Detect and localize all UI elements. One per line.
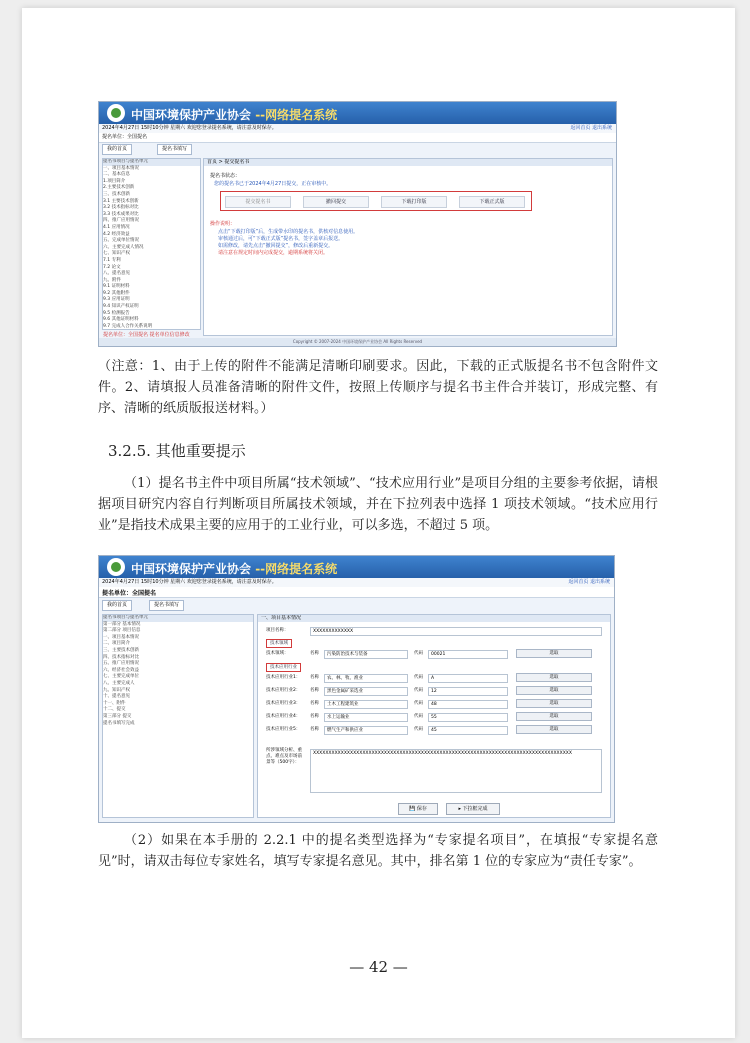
association-logo-icon (107, 558, 125, 576)
industry-name-label: 名称 (310, 675, 319, 680)
nav-tree-item[interactable]: 9.4 知识产权证明 (103, 304, 139, 310)
page-number: — 42 — (349, 958, 408, 976)
ops-line: 审核通过后，可“下载正式版”提名书，签字盖章后报送。 (218, 236, 344, 242)
nav-tree-item[interactable]: 1.项目简介 (103, 178, 126, 184)
industry-select-button[interactable]: 选取 (516, 712, 592, 721)
industry-select-button[interactable]: 选取 (516, 673, 592, 682)
nav-tree-item[interactable]: 九、附件 (103, 277, 121, 283)
tech-field-label: 技术领域： (266, 651, 289, 656)
industry-code-input[interactable]: 48 (428, 700, 508, 709)
tip1-paragraph: （1）提名书主件中项目所属“技术领域”、“技术应用行业”是项目分组的主要参考依据，请根据项目研究内容自行判断项目所属技术领域，并在下拉列表中选择 1 项技术领域。“技术应用行业”是指技术成果主要的应用于的工业行业，可以多选，不超过 5 项。 (98, 476, 658, 533)
project-name-row (266, 626, 602, 635)
nav-tree-item[interactable]: 六、经济社会效益 (103, 667, 139, 673)
nav-tree-item[interactable]: 提名书填写完成 (103, 720, 135, 726)
industry-name-input[interactable]: 农、林、牧、渔业 (324, 674, 408, 683)
industry-code-input[interactable]: 45 (428, 726, 508, 735)
banner-title (131, 106, 337, 123)
nav-tree-item[interactable]: 4.1 应用情况 (103, 224, 130, 230)
system-banner (99, 556, 614, 578)
industry-label: 技术应用行业5： (266, 727, 301, 732)
industry-code-label: 代码 (414, 714, 423, 719)
nav-tree-item[interactable]: 二、项目简介 (103, 641, 130, 647)
industry-label: 技术应用行业3： (266, 701, 301, 706)
banner-title-text: 中国环境保护产业协会 (131, 108, 252, 122)
unit-line: 提名单位：全国提名 (102, 590, 157, 597)
section-heading: 3.2.5. 其他重要提示 (108, 442, 246, 460)
nav-tree-item[interactable]: 七、知识产权 (103, 251, 130, 257)
tech-field-select-button[interactable]: 选取 (516, 649, 592, 658)
nav-tree-item[interactable]: 9.7 完成人合作关系说明 (103, 323, 153, 329)
industry-code-input[interactable]: A (428, 674, 508, 683)
nav-tree-item[interactable]: 一、项目基本情况 (103, 634, 139, 640)
nav-tree-item[interactable]: 9.2 其他附件 (103, 290, 130, 296)
tab-home[interactable]: 我的首页 (102, 144, 132, 155)
industry-row (266, 712, 602, 721)
banner-subtitle: --网络提名系统 (255, 108, 338, 122)
banner-title (131, 560, 337, 577)
download-formal-button[interactable]: 下载正式版 (459, 196, 525, 208)
industry-select-button[interactable]: 选取 (516, 699, 592, 708)
field-code-label: 代码 (414, 651, 423, 656)
nav-tree (102, 158, 201, 330)
tech-field-name-input[interactable]: 污染防治技术与装备 (324, 650, 408, 659)
nav-tree-item[interactable]: 第三部分 提交 (103, 713, 132, 719)
tech-field-row (266, 649, 602, 658)
banner-subtitle: --网络提名系统 (255, 562, 338, 576)
nav-tree-item[interactable]: 十、提名意见 (103, 694, 130, 700)
nav-tree-item[interactable]: 2.主要技术创新 (103, 185, 135, 191)
industry-name-input[interactable]: 黑色金属矿采选业 (324, 687, 408, 696)
intro-textarea[interactable]: XXXXXXXXXXXXXXXXXXXXXXXXXXXXXXXXXXXXXXXXXXXXXXXXXXXXXXXXXXXXXXXXXXXXXXXXXXXXXXXXXXXX (310, 749, 602, 793)
industry-code-label: 代码 (414, 675, 423, 680)
project-name-label: 项目名称： (266, 628, 289, 633)
download-print-button[interactable]: 下载打印版 (381, 196, 447, 208)
top-right-links[interactable]: 返回首页 退出系统 (568, 579, 610, 585)
nav-tree-item[interactable]: 三、技术创新 (103, 191, 130, 197)
industry-name-input[interactable]: 土木工程建筑业 (324, 700, 408, 709)
ops-line: 如需修改，请先点击“撤回提交”，修改后重新提交。 (218, 243, 334, 249)
nav-tree-item[interactable]: 六、主要完成人情况 (103, 244, 144, 250)
nav-tree-item[interactable]: 4.2 经济效益 (103, 231, 130, 237)
nav-tree-item[interactable]: 四、技术指标对比 (103, 654, 139, 660)
industry-name-label: 名称 (310, 701, 319, 706)
nav-tree-item[interactable]: 3.1 主要技术创新 (103, 198, 139, 204)
industry-name-input[interactable]: 水上运输业 (324, 713, 408, 722)
tab-form[interactable]: 提名书填写 (157, 144, 192, 155)
next-button[interactable] (446, 803, 500, 815)
withdraw-button[interactable]: 撤回提交 (303, 196, 369, 208)
form-panel (257, 614, 611, 818)
system-banner (99, 102, 616, 124)
industry-name-label: 名称 (310, 727, 319, 732)
status-text: 您的提名书已于2024年4月27日提交，正在审核中。 (214, 181, 332, 187)
industry-code-label: 代码 (414, 688, 423, 693)
industry-select-button[interactable]: 选取 (516, 686, 592, 695)
nav-tree-item[interactable]: 3.2 技术指标对比 (103, 205, 139, 211)
nav-tree-item[interactable]: 四、推广应用情况 (103, 218, 139, 224)
action-button-group (220, 191, 532, 211)
ops-line: 请注意在规定时间内完成提交，逾期系统将关闭。 (218, 250, 329, 256)
status-label: 提名书状态： (210, 173, 241, 179)
ops-title: 操作说明： (210, 221, 236, 227)
industry-row (266, 673, 602, 682)
industry-label: 技术应用行业1： (266, 675, 301, 680)
nav-tree-item[interactable]: 八、主要完成人 (103, 680, 135, 686)
bottom-unit-link[interactable]: 提名单位：全国提名 提名单位信息修改 (103, 332, 190, 338)
nav-tree-item[interactable]: 一、项目基本情况 (103, 165, 139, 171)
nav-tree-item[interactable]: 3.3 技术成果对比 (103, 211, 139, 217)
nav-tree-item[interactable]: 三、主要技术创新 (103, 647, 139, 653)
nav-tree-item[interactable]: 七、主要完成单位 (103, 674, 139, 680)
screenshot-form-page (98, 555, 615, 823)
nav-tree-item[interactable]: 9.6 其他证明材料 (103, 317, 139, 323)
nav-tree (102, 614, 254, 818)
unit-bar (99, 133, 616, 143)
nav-tree-item[interactable]: 9.3 应用证明 (103, 297, 130, 303)
note-paragraph: （注意：1、由于上传的附件不能满足清晰印刷要求。因此，下载的正式版提名书不包含附件文件。2、请填报人员准备清晰的附件文件，按照上传顺序与提名书主件合并装订，形成完整、有序、清晰的纸质版报送材料。） (98, 359, 658, 416)
nav-tree-item[interactable]: 第一部分 基本情况 (103, 621, 141, 627)
nav-tree-item[interactable]: 九、知识产权 (103, 687, 130, 693)
submit-button[interactable]: 提交提名书 (225, 196, 291, 208)
main-panel (203, 158, 613, 336)
tab-home[interactable]: 我的首页 (102, 600, 132, 611)
industry-code-label: 代码 (414, 727, 423, 732)
nav-tree-list (103, 622, 253, 728)
industry-row (266, 699, 602, 708)
document-page (22, 8, 735, 1038)
nav-tree-item[interactable]: 十二、提交 (103, 707, 126, 713)
tech-field-tag: 技术领域 (266, 639, 292, 648)
top-right-links[interactable]: 返回首页 退出系统 (570, 125, 612, 131)
industry-code-label: 代码 (414, 701, 423, 706)
copyright-footer: Copyright © 2007-2024 中国环境保护产业协会 All Rights Reserved (99, 338, 616, 346)
nav-tree-item[interactable]: 9.1 证明材料 (103, 284, 130, 290)
nav-tree-item[interactable]: 7.1 专利 (103, 257, 121, 263)
nav-tree-item[interactable]: 八、提名意见 (103, 271, 130, 277)
main-panel-header: 首页 > 提交提名书 (204, 159, 612, 166)
form-panel-header: 一、项目基本情况 (258, 615, 610, 622)
intro-label: 所涉领域分析、重点、难点及市场前景等（500字）： (266, 748, 302, 765)
nav-tree-title: 提名书项目与提名单元 (103, 615, 253, 622)
nav-tree-item[interactable]: 7.2 论文 (103, 264, 121, 270)
unit-bar (99, 587, 614, 598)
industry-row (266, 686, 602, 695)
field-name-label: 名称 (310, 651, 319, 656)
nav-tree-item[interactable]: 第二部分 项目信息 (103, 628, 141, 634)
nav-tree-list (103, 166, 200, 330)
industry-name-label: 名称 (310, 714, 319, 719)
nav-tree-item[interactable]: 9.5 检测报告 (103, 310, 130, 316)
industry-label: 技术应用行业4： (266, 714, 301, 719)
intro-row (266, 748, 602, 770)
industry-code-input[interactable]: 55 (428, 713, 508, 722)
tab-form[interactable]: 提名书填写 (149, 600, 184, 611)
nav-tree-item[interactable]: 二、基本信息 (103, 172, 130, 178)
info-line: 2024年4月27日 15时10分钟 星期六 欢迎您登录提名系统，请注意及时保存。 (102, 579, 277, 585)
industry-row (266, 725, 602, 734)
screenshot-submit-page (98, 101, 617, 347)
nav-tree-item[interactable]: 五、推广应用情况 (103, 661, 139, 667)
next-button-label: 下拉框完成 (462, 806, 488, 812)
industry-name-input[interactable]: 燃气生产和供应业 (324, 726, 408, 735)
tech-field-code-input[interactable]: 00021 (428, 650, 508, 659)
ops-line: 点击“下载打印版”后，生成带水印的提名书，供核对信息使用。 (218, 229, 359, 235)
info-line: 2024年4月27日 15时10分钟 星期六 欢迎您登录提名系统，请注意及时保存。 (102, 125, 277, 131)
industry-select-button[interactable]: 选取 (516, 725, 592, 734)
save-button[interactable] (398, 803, 438, 815)
save-icon: 💾 (409, 806, 416, 812)
association-logo-icon (107, 104, 125, 122)
industry-code-input[interactable]: 12 (428, 687, 508, 696)
industry-name-label: 名称 (310, 688, 319, 693)
unit-line: 提名单位：全国提名 (102, 134, 148, 140)
banner-title-text: 中国环境保护产业协会 (131, 562, 252, 576)
tech-industry-tag: 技术应用行业 (266, 663, 301, 672)
tip2-paragraph: （2）如果在本手册的 2.2.1 中的提名类型选择为“专家提名项目”，在填报“专家提名意见”时，请双击每位专家姓名，填写专家提名意见。其中，排名第 1 位的专家应为“责任专家”。 (98, 833, 658, 869)
industry-label: 技术应用行业2： (266, 688, 301, 693)
nav-tree-item[interactable]: 十一、附件 (103, 700, 126, 706)
next-icon: ▸ (458, 806, 461, 812)
save-button-label: 保存 (416, 806, 427, 812)
nav-tree-title: 提名书项目与提名单元 (103, 159, 200, 166)
nav-tree-item[interactable]: 五、完成单位情况 (103, 238, 139, 244)
project-name-input[interactable]: XXXXXXXXXXXXX (310, 627, 602, 636)
